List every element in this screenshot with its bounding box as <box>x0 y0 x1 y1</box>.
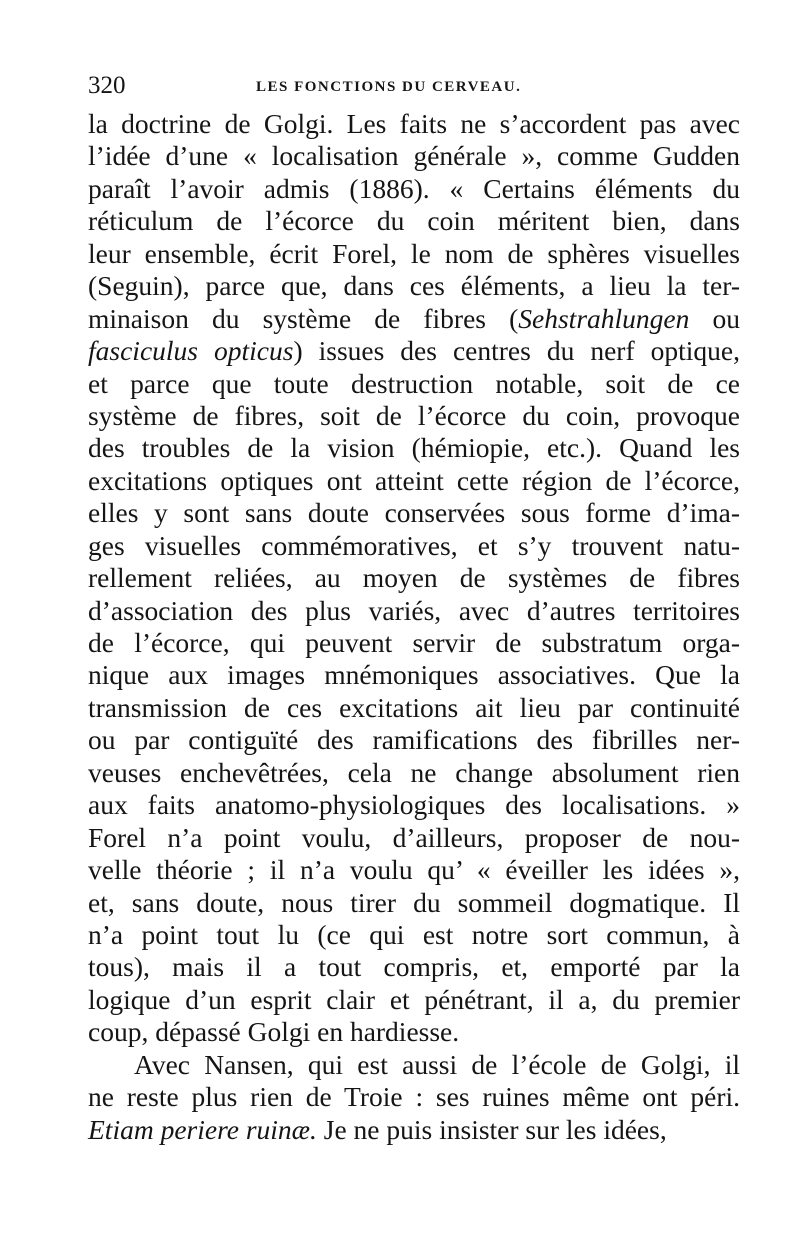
text-line <box>88 270 740 302</box>
text-segment: aux faits anatomo-physiologiques des localisations. » <box>88 789 740 821</box>
text-segment: d’association des plus variés, avec d’autres territoires <box>88 594 740 626</box>
italic-text: Sehstrahlungen <box>518 302 690 334</box>
italic-text: Etiam periere ruinæ. <box>88 1113 317 1145</box>
text-segment: nique aux images mnémoniques associatives. Que la <box>88 659 740 691</box>
text-segment: minaison du système de fibres ( <box>88 302 519 334</box>
text-line <box>88 303 740 335</box>
text-segment: excitations optiques ont atteint cette région de l’écorce, <box>88 464 740 496</box>
text-line <box>88 238 740 270</box>
text-segment: coup, dépassé Golgi en hardiesse. <box>88 1016 460 1048</box>
text-line <box>88 432 740 464</box>
text-line <box>88 757 740 789</box>
text-line <box>88 368 740 400</box>
text-segment: de l’écorce, qui peuvent servir de substratum orga- <box>88 627 740 658</box>
text-line <box>88 335 740 367</box>
text-line <box>88 692 740 724</box>
text-line <box>88 984 740 1016</box>
text-line <box>88 1081 740 1113</box>
paragraph <box>88 1049 740 1146</box>
text-segment: transmission de ces excitations ait lieu par continuité <box>88 691 740 723</box>
text-line <box>88 173 740 205</box>
text-line <box>88 108 740 140</box>
text-segment: ou par contiguïté des ramifications des fibrilles ner- <box>88 724 740 756</box>
text-line <box>88 497 740 529</box>
text-segment: Je ne puis insister sur les idées, <box>316 1113 667 1145</box>
text-segment: (Seguin), parce que, dans ces éléments, a lieu la ter- <box>88 270 740 302</box>
text-segment: tous), mais il a tout compris, et, emporté par la <box>88 951 740 983</box>
text-segment: ou <box>689 302 740 334</box>
text-segment: et parce que toute destruction notable, soit de ce <box>88 367 740 399</box>
text-segment: elles y sont sans doute conservées sous forme d’ima- <box>88 497 740 529</box>
text-segment: veuses enchevêtrées, cela ne change absolument rien <box>88 756 740 788</box>
text-segment: rellement reliées, au moyen de systèmes de fibres <box>88 562 740 594</box>
text-line <box>88 140 740 172</box>
text-segment: velle théorie ; il n’a voulu qu’ « éveiller les idées », <box>88 854 740 886</box>
running-head: LES FONCTIONS DU CERVEAU. <box>256 79 522 95</box>
text-segment: ) issues des centres du nerf optique, <box>293 335 740 367</box>
text-segment: système de fibres, soit de l’écorce du coin, provoque <box>88 399 740 431</box>
body-text <box>88 108 740 1146</box>
text-segment: Avec Nansen, qui est aussi de l’école de Golgi, il <box>134 1048 740 1080</box>
text-line <box>88 822 740 854</box>
text-line <box>88 887 740 919</box>
text-line <box>88 627 740 659</box>
text-line <box>88 724 740 756</box>
text-line <box>88 562 740 594</box>
text-line <box>88 1016 740 1048</box>
text-segment: ges visuelles commémoratives, et s’y trouvent natu- <box>88 529 740 561</box>
text-segment: Forel n’a point voulu, d’ailleurs, proposer de nou- <box>88 821 740 853</box>
paragraph <box>88 108 740 1049</box>
text-segment: et, sans doute, nous tirer du sommeil dogmatique. Il <box>88 886 740 918</box>
text-segment: des troubles de la vision (hémiopie, etc.). Quand les <box>88 432 740 464</box>
text-line <box>88 400 740 432</box>
text-segment: leur ensemble, écrit Forel, le nom de sphères visuelles <box>88 237 740 269</box>
text-line <box>88 951 740 983</box>
text-line <box>88 854 740 886</box>
text-line <box>88 530 740 562</box>
page-number: 320 <box>88 72 126 99</box>
text-line <box>88 205 740 237</box>
page-header <box>88 66 740 106</box>
text-segment: la doctrine de Golgi. Les faits ne s’accordent pas avec <box>88 108 740 139</box>
text-line <box>88 659 740 691</box>
text-segment: n’a point tout lu (ce qui est notre sort commun, à <box>88 918 740 950</box>
text-line <box>88 789 740 821</box>
text-line <box>88 1114 740 1146</box>
text-line <box>88 465 740 497</box>
text-line <box>88 1049 740 1081</box>
text-segment: l’idée d’une « localisation générale », comme Gudden <box>88 140 740 172</box>
text-segment: logique d’un esprit clair et pénétrant, il a, du premier <box>88 983 740 1015</box>
text-line <box>88 919 740 951</box>
text-segment: ne reste plus rien de Troie : ses ruines même ont péri. <box>88 1081 740 1113</box>
text-segment: réticulum de l’écorce du coin méritent bien, dans <box>88 205 740 237</box>
italic-text: fasciculus opticus <box>88 335 294 367</box>
text-segment: paraît l’avoir admis (1886). « Certains éléments du <box>88 172 740 204</box>
text-line <box>88 595 740 627</box>
